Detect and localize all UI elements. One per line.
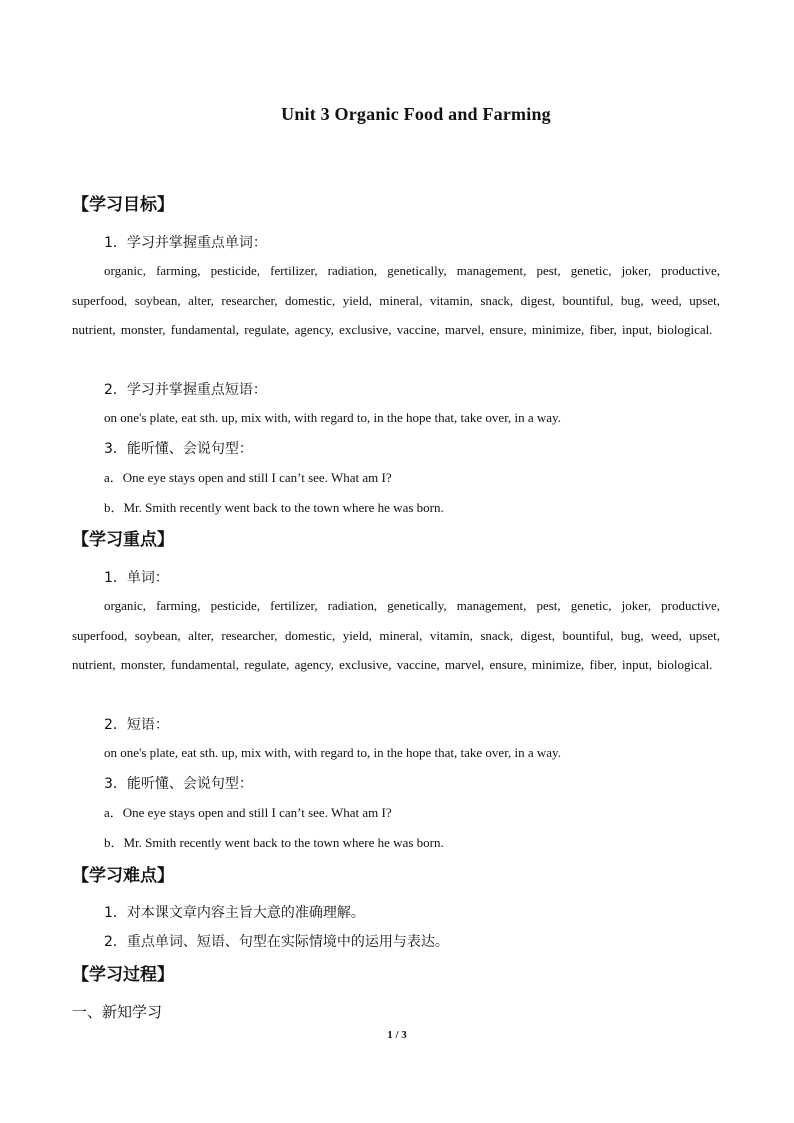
objectives-sentence-b: b．Mr. Smith recently went back to the town where he was born. — [104, 500, 444, 515]
objectives-item-phrases-label: 2．学习并掌握重点短语： — [104, 382, 267, 398]
section-heading-objectives: 【学习目标】 — [72, 195, 174, 215]
page-number: 1 / 3 — [387, 1029, 407, 1041]
process-subheading-new-knowledge: 一、新知学习 — [72, 1003, 163, 1021]
difficulties-item-2: 2．重点单词、短语、句型在实际情境中的运用与表达。 — [104, 934, 449, 950]
focus-item-phrases-label: 2．短语： — [104, 717, 169, 733]
focus-item-words-label: 1．单词： — [104, 570, 169, 586]
objectives-sentence-a: a．One eye stays open and still I can’t see. What am I? — [104, 470, 392, 485]
objectives-item-words-label: 1．学习并掌握重点单词： — [104, 235, 267, 251]
section-heading-difficulties: 【学习难点】 — [72, 866, 174, 886]
page-title: Unit 3 Organic Food and Farming — [281, 104, 551, 124]
section-heading-process: 【学习过程】 — [72, 965, 174, 985]
focus-phrase-list: on one's plate, eat sth. up, mix with, with regard to, in the hope that, take over, in a way. — [104, 745, 561, 760]
objectives-phrase-list: on one's plate, eat sth. up, mix with, with regard to, in the hope that, take over, in a way. — [104, 410, 561, 425]
focus-word-list: organic, farming, pesticide, fertilizer, radiation, genetically, management, pest, genetic, joker, productive, superfood, soybean, alter, researcher, domestic, yield, mineral, vitamin, snack, digest, bountiful, bug, weed, upset, nutrient, monster, fundamental, regulate, agency, exclusive, vaccine, marvel, ensure, minimize, fiber, input, biological. — [72, 598, 720, 673]
objectives-item-sentences-label: 3．能听懂、会说句型： — [104, 441, 253, 457]
objectives-word-list: organic, farming, pesticide, fertilizer, radiation, genetically, management, pest, genetic, joker, productive, superfood, soybean, alter, researcher, domestic, yield, mineral, vitamin, snack, digest, bountiful, bug, weed, upset, nutrient, monster, fundamental, regulate, agency, exclusive, vaccine, marvel, ensure, minimize, fiber, input, biological. — [72, 263, 720, 338]
focus-item-sentences-label: 3．能听懂、会说句型： — [104, 776, 253, 792]
section-heading-focus: 【学习重点】 — [72, 530, 174, 550]
focus-sentence-b: b．Mr. Smith recently went back to the town where he was born. — [104, 835, 444, 850]
focus-sentence-a: a．One eye stays open and still I can’t see. What am I? — [104, 805, 392, 820]
difficulties-item-1: 1．对本课文章内容主旨大意的准确理解。 — [104, 905, 365, 921]
